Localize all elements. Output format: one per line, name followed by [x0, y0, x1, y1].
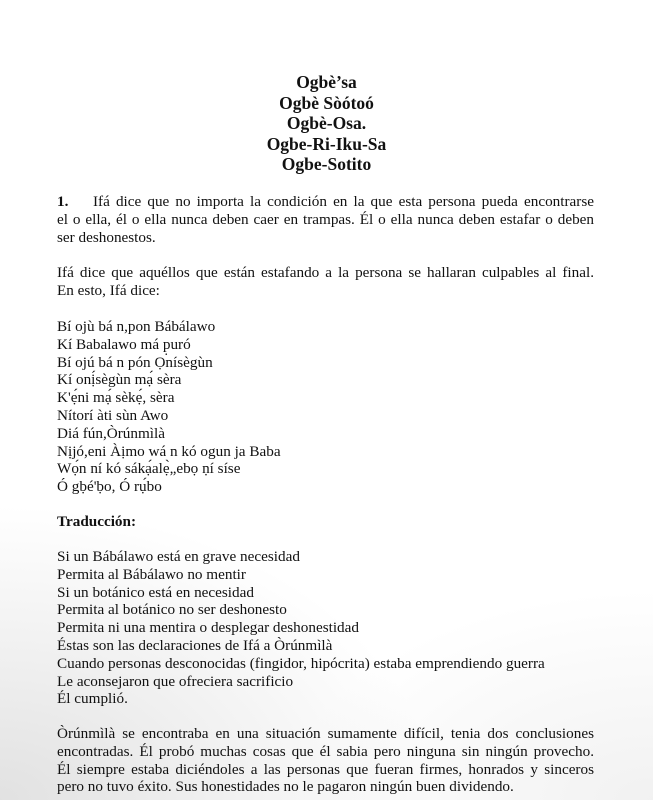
- section-number: 1.: [57, 193, 69, 210]
- translation-line: Le aconsejaron que ofreciera sacrificio: [57, 672, 294, 690]
- verse-line: Wọ́n ní kó sákạ́alẹ̀„ebọ ṇí síse: [57, 460, 241, 478]
- translation-verse: [57, 548, 594, 708]
- title-line: Ogbè Sòótoó: [279, 92, 374, 113]
- translation-line: Éstas son las declaraciones de Ifá a Òrúnmìlà: [57, 636, 333, 654]
- title-line: Ogbè’sa: [296, 72, 357, 92]
- translation-line: Permita al Bábálawo no mentir: [57, 565, 246, 583]
- paragraph-line: encontradas. Él probó muchas cosas que él sabia pero ninguna sin ningún provecho.: [57, 742, 594, 760]
- translation-line: Si un Bábálawo está en grave necesidad: [57, 548, 300, 565]
- paragraph-text: Ifá dice que no importa la condición en la que esta persona pueda encontrarse: [93, 193, 594, 210]
- ifa-paragraph: [57, 264, 594, 300]
- verse-line: Nịjó,eni Àịmo wá n kó ogun ja Baba: [57, 442, 281, 460]
- paragraph-line: ser deshonestos.: [57, 228, 156, 246]
- verse-line: Ó gḅé'ḅo, Ó rụ́bo: [57, 478, 162, 496]
- translation-line: Permita al botánico no ser deshonesto: [57, 601, 287, 619]
- paragraph-line: el o ella, él o ella nunca deben caer en trampas. Él o ella nunca deben estafar o deben: [57, 210, 594, 228]
- verse-line: Kí Babalawo má p̣uró: [57, 335, 191, 353]
- paragraph-line: Él siempre estaba diciéndoles a las personas que fueran firmes, honrados y sinceros: [57, 760, 594, 778]
- title-line: Ogbè-Osa.: [286, 113, 367, 133]
- paragraph-line: [57, 193, 594, 211]
- translation-line: Permita ni una mentira o desplegar deshonestidad: [57, 619, 359, 637]
- translation-heading-block: [57, 513, 594, 531]
- section-1-paragraph: [57, 193, 594, 246]
- translation-line: Si un botánico está en necesidad: [57, 583, 254, 601]
- title-line: Ogbe-Sotito: [281, 154, 372, 174]
- verse-line: Diá fún,Òrúnmìlà: [57, 424, 165, 442]
- paragraph-line: En esto, Ifá dice:: [57, 281, 160, 299]
- title-line: Ogbe-Ri-Iku-Sa: [266, 133, 387, 154]
- paragraph-line: pero no tuvo éxito. Sus honestidades no le pagaron ningún buen dividendo.: [57, 778, 514, 796]
- verse-line: Kí onị́sègùn mạ́ sèra: [57, 371, 182, 389]
- title-block: [0, 72, 653, 175]
- paragraph-line: Òrúnmìlà se encontraba en una situación sumamente difícil, tenia dos conclusiones: [57, 725, 594, 742]
- translation-heading: Traducción:: [57, 513, 137, 530]
- final-paragraph: [57, 725, 594, 796]
- translation-line: Cuando personas desconocidas (fingidor, hipócrita) estaba emprendiendo guerra: [57, 654, 545, 672]
- verse-line: Nítorí àti sùn Awo: [57, 406, 169, 424]
- paragraph-line: Ifá dice que aquéllos que están estafando a la persona se hallaran culpables al final.: [57, 264, 594, 281]
- verse-line: K'ẹ́ni mạ́ sèkẹ́, sèra: [57, 389, 175, 407]
- translation-line: Él cumplió.: [57, 690, 128, 708]
- yoruba-verse: [57, 318, 594, 496]
- verse-line: Bí ojú bá n pón Ọnísègùn: [57, 353, 213, 371]
- verse-line: Bí ojù bá n,pon Bábálawo: [57, 318, 216, 335]
